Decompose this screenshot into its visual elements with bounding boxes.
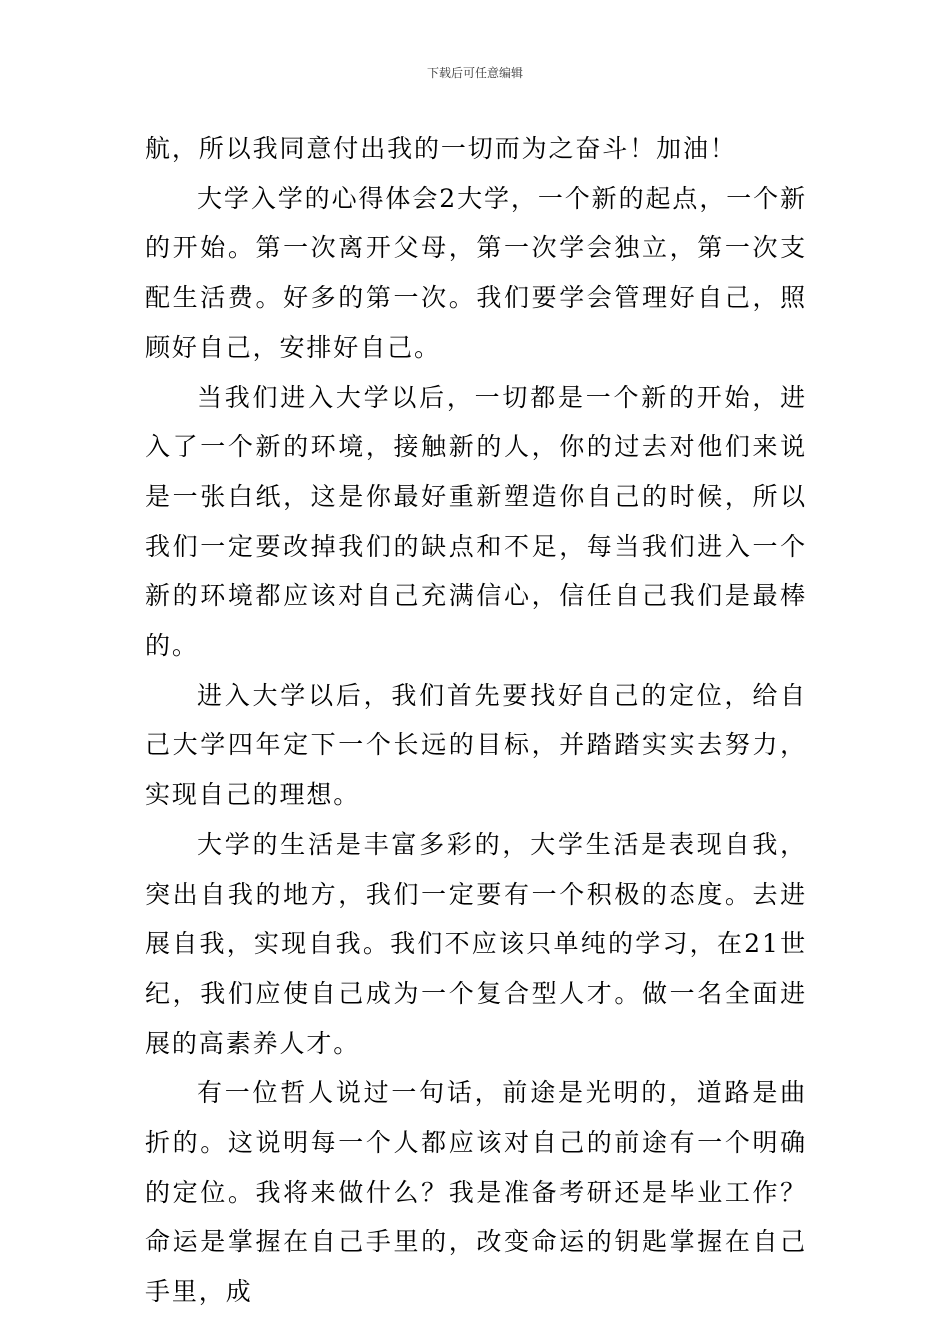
- paragraph: 有一位哲人说过一句话，前途是光明的，道路是曲折的。这说明每一个人都应该对自己的前途有一个明确的定位。我将来做什么？我是准备考研还是毕业工作？命运是掌握在自己手里的，改变命运的钥匙掌握在自己手里，成: [145, 1078, 807, 1307]
- paragraph: 进入大学以后，我们首先要找好自己的定位，给自己大学四年定下一个长远的目标，并踏踏实实去努力，实现自己的理想。: [145, 680, 807, 810]
- paragraph: 大学的生活是丰富多彩的，大学生活是表现自我，突出自我的地方，我们一定要有一个积极的态度。去进展自我，实现自我。我们不应该只单纯的学习，在21世纪，我们应使自己成为一个复合型人才。做一名全面进展的高素养人才。: [145, 829, 807, 1058]
- paragraph: 大学入学的心得体会2大学，一个新的起点，一个新的开始。第一次离开父母，第一次学会独立，第一次支配生活费。好多的第一次。我们要学会管理好自己，照顾好自己，安排好自己。: [145, 183, 807, 362]
- document-body: [145, 124, 807, 1317]
- page-header-note: 下载后可任意编辑: [426, 66, 523, 80]
- paragraph: 当我们进入大学以后，一切都是一个新的开始，进入了一个新的环境，接触新的人，你的过去对他们来说是一张白纸，这是你最好重新塑造你自己的时候，所以我们一定要改掉我们的缺点和不足，每当我们进入一个新的环境都应该对自己充满信心，信任自己我们是最棒的。: [145, 382, 807, 661]
- paragraph-continuation: 航，所以我同意付出我的一切而为之奋斗！加油！: [145, 134, 737, 163]
